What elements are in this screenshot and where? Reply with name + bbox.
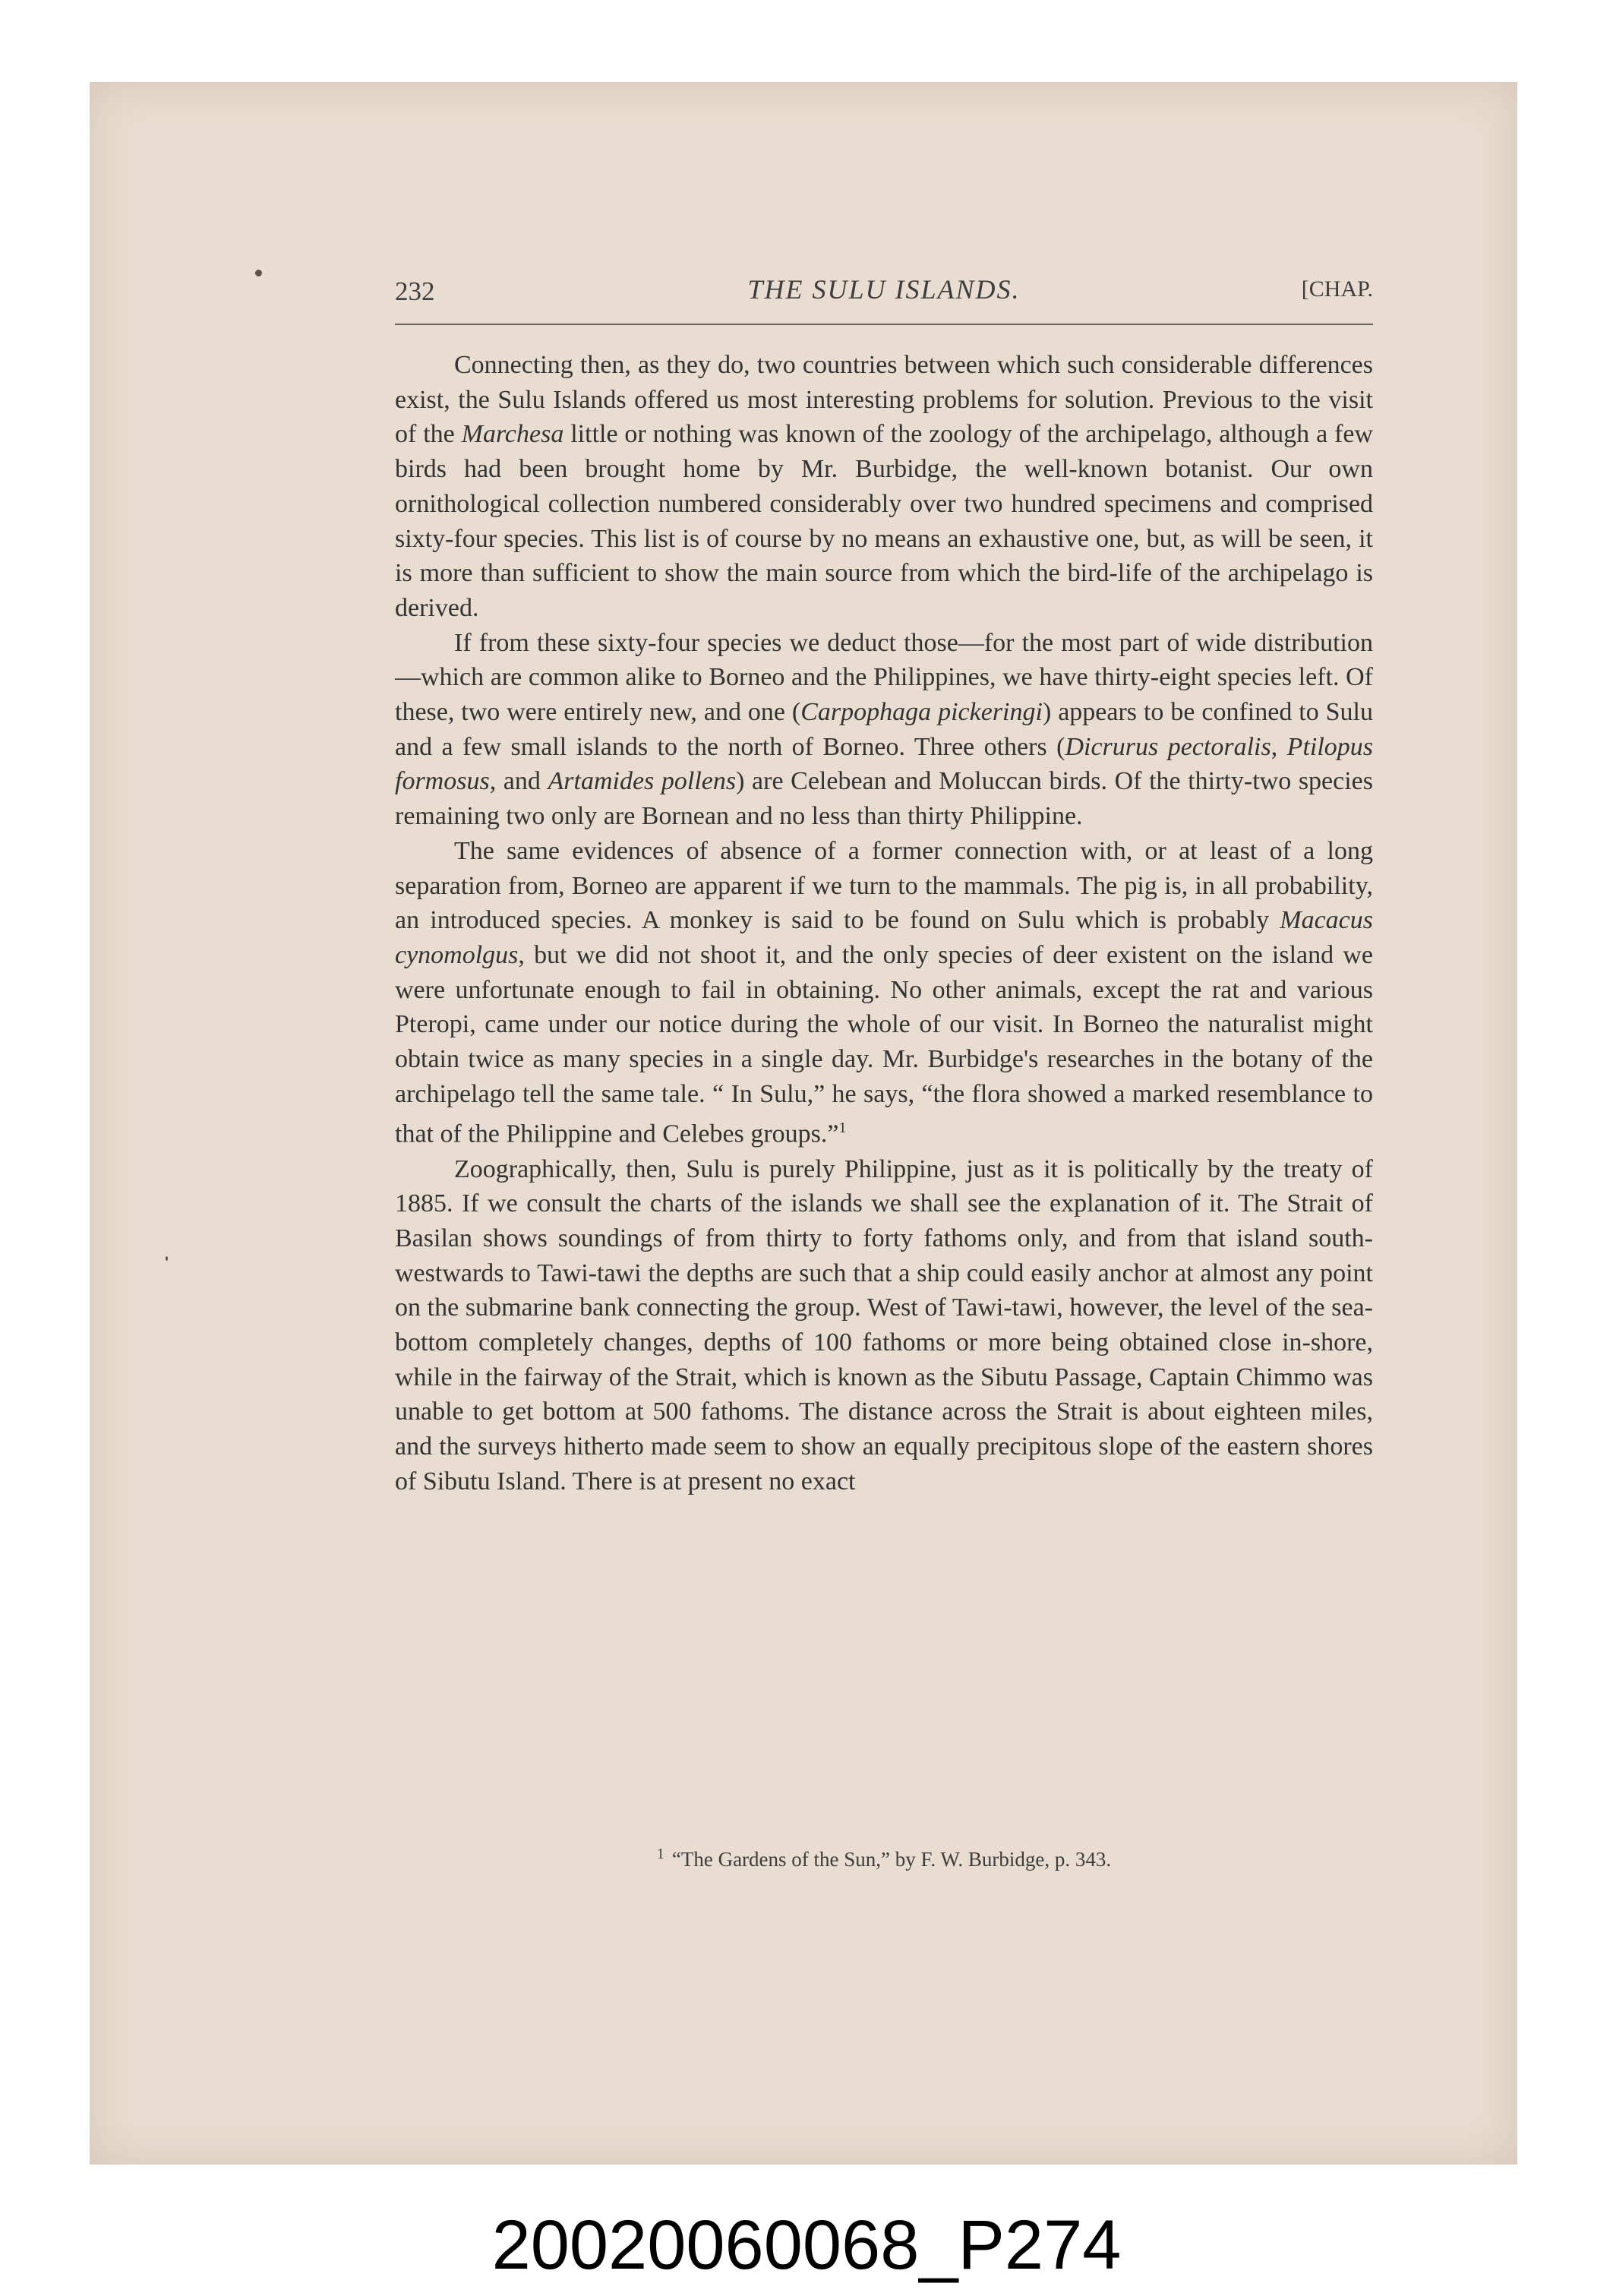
running-header (395, 270, 1373, 313)
text-segment: ) are Celebean and Moluccan birds. Of the thirty-two species remaining two only are Bornean and no less than thirty Philippine. (395, 767, 1374, 831)
text-segment: The same evidences of absence of a former connection with, or at least of a long separation from, Borneo are apparent if we turn to the mammals. The pig is, in all probability, an introduced species. A monkey is said to be found on Sulu which is probably (395, 836, 1373, 935)
specks (166, 1256, 168, 1261)
text-segment: Zoographically, then, Sulu is purely Philippine, just as it is politically by the treaty of 1885. If we consult the charts of the islands we shall see the explanation of it. The Strait of Basilan shows soundings of from thirty to forty fathoms only, and from that island south-westwards to Tawi-tawi the depths are such that a ship could easily anchor at almost any point on the submarine bank connecting the group. West of Tawi-tawi, however, the level of the sea-bottom completely changes, depths of 100 fathoms or more being obtained close in-shore, while in the fairway of the Strait, which is known as the Sibutu Passage, Captain Chimmo was unable to get bottom at 500 fathoms. The distance across the Strait is about eighteen miles, and the surveys hitherto made seem to show an equally precipitous slope of the eastern shores of Sibutu Island. There is at present no exact (395, 1154, 1373, 1495)
italic-text: Macacus cynomolgus (395, 906, 1373, 969)
text-segment: , and (489, 767, 548, 796)
paragraph (395, 834, 1373, 1152)
text-segment: ) appears to be confined to Sulu and a few small islands to the north of Borneo. Three others ( (395, 698, 1373, 761)
body-text (395, 348, 1373, 1499)
footnote (395, 1846, 1373, 1871)
footnote-reference: 1 (838, 1120, 847, 1137)
italic-text: Carpophaga pickeringi (800, 698, 1043, 727)
italic-text: Ptilopus formosus (395, 732, 1374, 796)
text-segment: , (1271, 732, 1287, 761)
footnote-marker: 1 (656, 1846, 664, 1862)
text-segment: little or nothing was known of the zoology of the archipelago, although a few birds had been brought home by Mr. Burbidge, the well-known botanist. Our own ornithological collection numbered considerably over two hundred specimens and comprised sixty-four species. This list is of course by no means an exhaustive one, but, as will be seen, it is more than sufficient to show the main source from which the bird-life of the archipelago is derived. (395, 420, 1374, 622)
specks (255, 270, 262, 276)
image-caption: 20020060068_P274 (491, 2206, 1122, 2284)
italic-text: Marchesa (461, 420, 564, 449)
chapter-marker: [CHAP. (1301, 276, 1373, 302)
paragraph (395, 626, 1373, 834)
text-segment: , but we did not shoot it, and the only species of deer existent on the island we were unfortunate enough to fail in obtaining. No other animals, except the rat and various Pteropi, came under our notice during the whole of our visit. In Borneo the naturalist might obtain twice as many species in a single day. Mr. Burbidge's researches in the botany of the archipelago tell the same tale. “ In Sulu,” he says, “the flora showed a marked resemblance to that of the Philippine and Celebes groups.” (395, 940, 1373, 1148)
footnote-text: “The Gardens of the Sun,” by F. W. Burbidge, p. 343. (671, 1848, 1112, 1871)
italic-text: Dicrurus pectoralis (1065, 732, 1271, 761)
text-segment: If from these sixty-four species we deduct those—for the most part of wide distribution—which are common alike to Borneo and the Philippines, we have thirty-eight species left. Of these, two were entirely new, and one ( (395, 628, 1373, 727)
paragraph (395, 348, 1373, 626)
text-segment: Connecting then, as they do, two countries between which such considerable differences exist, the Sulu Islands offered us most interesting problems for solution. Previous to the visit of the (395, 351, 1373, 449)
running-title: THE SULU ISLANDS. (747, 274, 1021, 305)
italic-text: Artamides pollens (548, 767, 737, 796)
page-number: 232 (395, 276, 435, 306)
header-rule (395, 324, 1373, 325)
paragraph (395, 1152, 1373, 1499)
